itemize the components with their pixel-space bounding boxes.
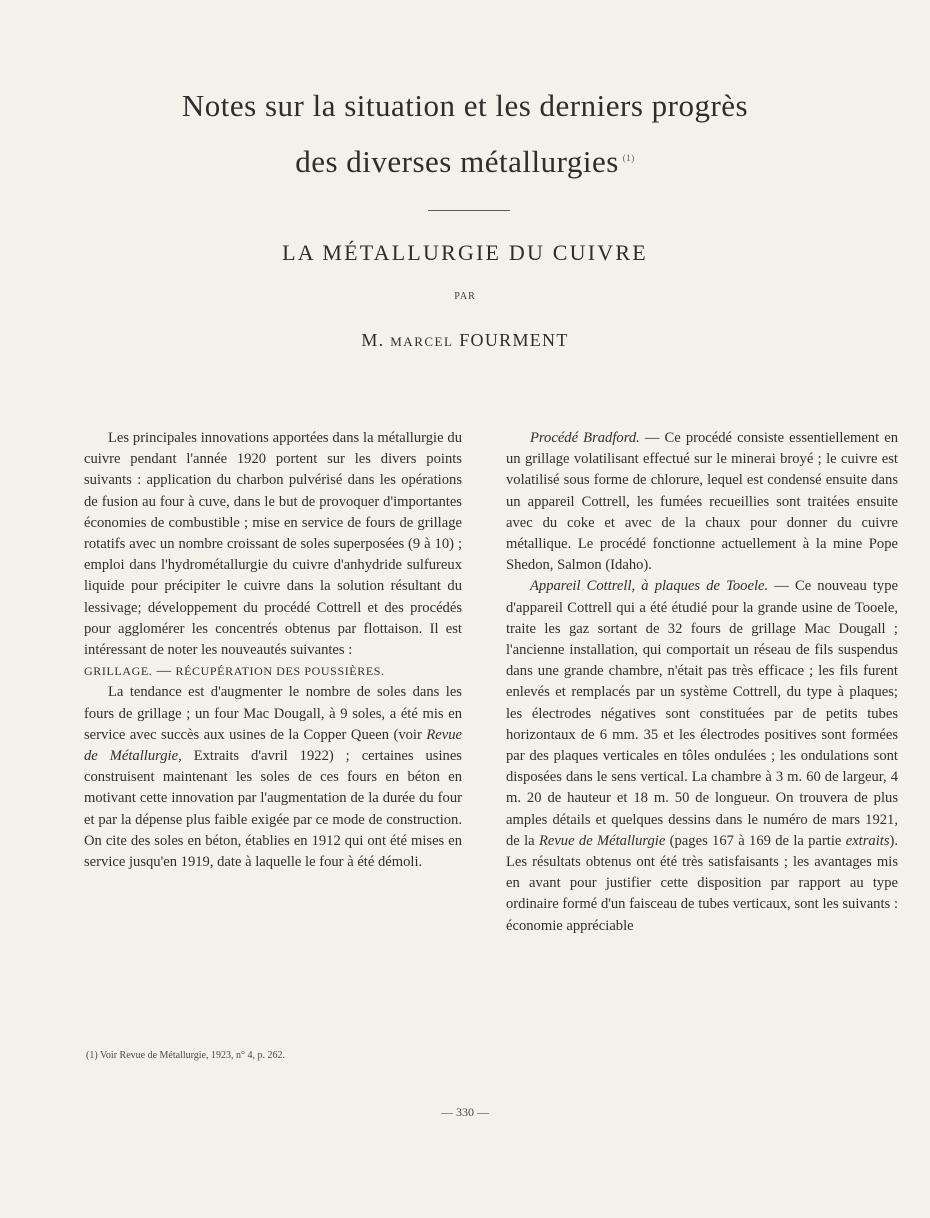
right-column [506,428,898,937]
cottrell-extraits: extraits [845,832,890,849]
intro-paragraph: Les principales innovations apportées dans la métallurgie du cuivre pendant l'année 1920 portent sur les divers points suivants : application du charbon pulvérisé dans les opérations de fusion au four à cuve, dans le but de provoquer d'importantes économies de combustible ; mise en service de fours de grillage rotatifs avec un nombre croissant de soles superposées (9 à 10) ; emploi dans l'hydrométallurgie du cuivre d'anhydride sulfureux liquide pour précipiter le cuivre dans la solution résultant du lessivage; développement du procédé Cottrell et des procédés pour agglomérer les concentrés obtenus par flottaison. Il est intéressant de noter les nouveautés suivantes : [84,430,462,659]
heading-recuperation: RÉCUPÉRATION DES POUSSIÈRES. [175,664,385,679]
bradford-paragraph [506,428,898,576]
grillage-citation: Revue de Métallurgie, [84,726,462,765]
cottrell-text-3: ). Les résultats obtenus ont été très satisfaisants ; les avantages mis en avant pour justifier cette disposition par rapport au type ordinaire formé d'un faisceau de tubes verticaux, sont les suivants : économie appréciable [506,832,899,934]
grillage-paragraph [84,682,462,873]
page-number: — 330 — [441,1105,489,1119]
cottrell-text-1: — Ce nouveau type d'appareil Cottrell qui a été étudié pour la grande usine de Tooele, traite les gaz sortant de 32 fours de grillage Mac Dougall ; l'ancienne installation, qui comportait un réseau de fils suspendus dans une grande chambre, n'était pas très efficace ; les fils furent enlevés et remplacés par un système Cottrell, du type à plaques; les électrodes négatives sont constituées par de petits tubes horizontaux de 6 mm. 35 et les électrodes positives sont formées par des plaques verticales en tôles ondulées ; les ondulations sont disposées dans le sens vertical. La chambre à 3 m. 60 de largeur, 4 m. 20 de hauteur et 18 m. 50 de longueur. On trouvera de plus amples détails et quelques dessins dans le numéro de mars 1921, de la [506,578,898,849]
left-column [84,428,462,873]
title-line-2 [0,144,930,180]
cottrell-paragraph [506,576,898,936]
grillage-text-1: La tendance est d'augmenter le nombre de soles dans les fours de grillage ; un four Mac Dougall, à 9 soles, a été mis en service avec succès aux usines de la Copper Queen (voir [84,684,462,743]
cottrell-citation: Revue de Métallurgie [538,832,666,849]
title-line-1: Notes sur la situation et les derniers progrès [181,88,749,123]
cottrell-text-2: (pages 167 à 169 de la partie [665,832,846,849]
bradford-text: — Ce procédé consiste essentiellement en un grillage volatilisant effectué sur le minerai broyé ; le cuivre est volatilisé sous forme de chlorure, lequel est condensé ensuite dans un appareil Cottrell, les fumées recueillies sont traitées ensuite avec du coke et avec de la chaux pour donner du cuivre métallique. Le procédé fonctionne actuellement à la mine Pope Shedon, Salmon (Idaho). [506,430,898,574]
heading-grillage: GRILLAGE. [84,664,153,679]
section-heading-grillage [84,661,462,682]
section-subtitle: LA MÉTALLURGIE DU CUIVRE [282,240,648,265]
heading-separator: — [152,663,176,680]
author-first-name: MARCEL [390,334,454,349]
grillage-text-2: Extraits d'avril 1922) ; certaines usines construisent maintenant les soles de ces fours en béton en motivant cette innovation par l'augmentation de la durée du four et par la dépense plus faible exigée par ce mode de construction. On cite des soles en béton, établies en 1912 qui ont été mises en service jusqu'en 1919, date à laquelle le four à été démoli. [84,748,462,871]
byline-par: PAR [454,291,476,302]
author-prefix: M. [361,330,385,350]
footnote: (1) Voir Revue de Métallurgie, 1923, n° 4, p. 262. [86,1050,285,1061]
title-line-2-text: des diverses métallurgies [295,144,619,179]
author-last-name: FOURMENT [459,330,569,350]
cottrell-heading: Appareil Cottrell, à plaques de Tooele. [530,578,769,595]
bradford-heading: Procédé Bradford. [530,430,640,446]
author-line [0,330,930,351]
footnote-reference: (1) [622,152,635,163]
title-divider [428,210,510,211]
